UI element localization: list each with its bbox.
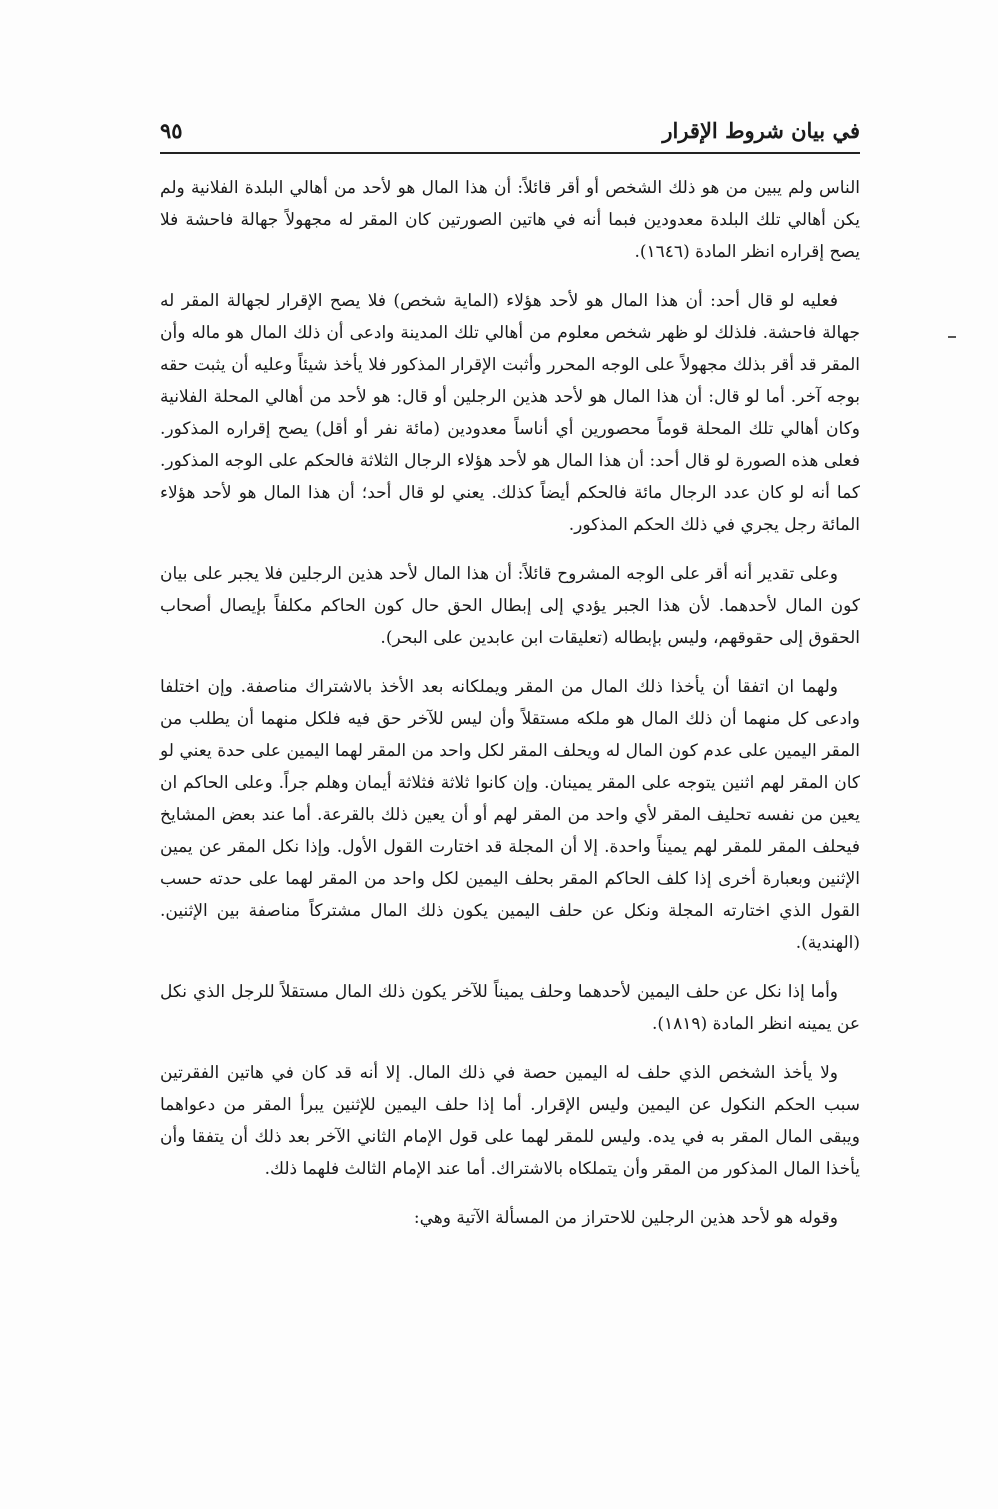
header-rule (160, 152, 860, 154)
body-text (160, 172, 860, 1234)
paragraph-2: فعليه لو قال أحد: أن هذا المال هو لأحد هؤلاء (الماية شخص) فلا يصح الإقرار لجهالة المقر له جهالة فاحشة. فلذلك لو ظهر شخص معلوم من أهالي تلك المدينة وادعى أن ذلك المال هو ماله وأن المقر قد أقر بذلك مجهولاً على الوجه المحرر وأثبت الإقرار المذكور فلا يأخذ شيئاً وعليه أن يثبت حقه بوجه آخر. أما لو قال: أن هذا المال هو لأحد هذين الرجلين أو قال: هو لأحد من أهالي المحلة الفلانية وكان أهالي تلك المحلة قوماً محصورين أي أناساً معدودين (مائة نفر أو أقل) يصح إقراره المذكور. فعلى هذه الصورة لو قال أحد: أن هذا المال هو لأحد هؤلاء الرجال الثلاثة فالحكم على الوجه المذكور. كما أنه لو كان عدد الرجال مائة فالحكم أيضاً كذلك. يعني لو قال أحد؛ أن هذا المال هو لأحد هؤلاء المائة رجل يجري في ذلك الحكم المذكور. (160, 291, 860, 535)
page-number: ٩٥ (160, 118, 183, 143)
margin-mark (948, 336, 956, 338)
paragraph-5: وأما إذا نكل عن حلف اليمين لأحدهما وحلف يميناً للآخر يكون ذلك المال مستقلاً للرجل الذي نكل عن يمينه انظر المادة (١٨١٩). (160, 982, 860, 1034)
running-title: في بيان شروط الإقرار (662, 118, 860, 143)
paragraph-6: ولا يأخذ الشخص الذي حلف له اليمين حصة في ذلك المال. إلا أنه قد كان في هاتين الفقرتين سبب الحكم النكول عن اليمين وليس الإقرار. أما إذا حلف اليمين للإثنين يبرأ المقر من دعواهما ويبقى المال المقر به في يده. وليس للمقر لهما على قول الإمام الثاني الآخر بعد ذلك أن يتفقا وأن يأخذا المال المذكور من المقر وأن يتملكاه بالاشتراك. أما عند الإمام الثالث فلهما ذلك. (160, 1063, 860, 1179)
paragraph-1: الناس ولم يبين من هو ذلك الشخص أو أقر قائلاً: أن هذا المال هو لأحد من أهالي البلدة الفلانية ولم يكن أهالي تلك البلدة معدودين فبما أنه في هاتين الصورتين كان المقر له مجهولاً جهالة فاحشة فلا يصح إقراره انظر المادة (١٦٤٦). (160, 178, 860, 262)
paragraph-3: وعلى تقدير أنه أقر على الوجه المشروح قائلاً: أن هذا المال لأحد هذين الرجلين فلا يجبر على بيان كون المال لأحدهما. لأن هذا الجبر يؤدي إلى إبطال الحق حال كون الحاكم مكلفاً بإيصال أصحاب الحقوق إلى حقوقهم، وليس بإبطاله (تعليقات ابن عابدين على البحر). (160, 564, 860, 648)
paragraph-4: ولهما ان اتفقا أن يأخذا ذلك المال من المقر ويملكانه بعد الأخذ بالاشتراك مناصفة. وإن اختلفا وادعى كل منهما أن ذلك المال هو ملكه مستقلاً وأن ليس للآخر حق فيه فلكل منهما أن يطلب من المقر اليمين على عدم كون المال له ويحلف المقر لكل واحد من المقر لهما اليمين على حدة يعني لو كان المقر لهم اثنين يتوجه على المقر يمينان. وإن كانوا ثلاثة فثلاثة أيمان وهلم جراً. وعلى الحاكم ان يعين من نفسه تحليف المقر لأي واحد من المقر لهم أو أن يعين ذلك بالقرعة. أما عند بعض المشايخ فيحلف المقر للمقر لهم يميناً واحدة. إلا أن المجلة قد اختارت القول الأول. وإذا نكل المقر عن يمين الإثنين وبعبارة أخرى إذا كلف الحاكم المقر بحلف اليمين لكل واحد من المقر لهما على حدته حسب القول الذي اختارته المجلة ونكل عن حلف اليمين يكون ذلك المال مشتركاً مناصفة بين الإثنين. (الهندية). (160, 677, 860, 953)
paragraph-7: وقوله هو لأحد هذين الرجلين للاحتراز من المسألة الآتية وهي: (413, 1208, 838, 1228)
page-header (160, 116, 860, 150)
